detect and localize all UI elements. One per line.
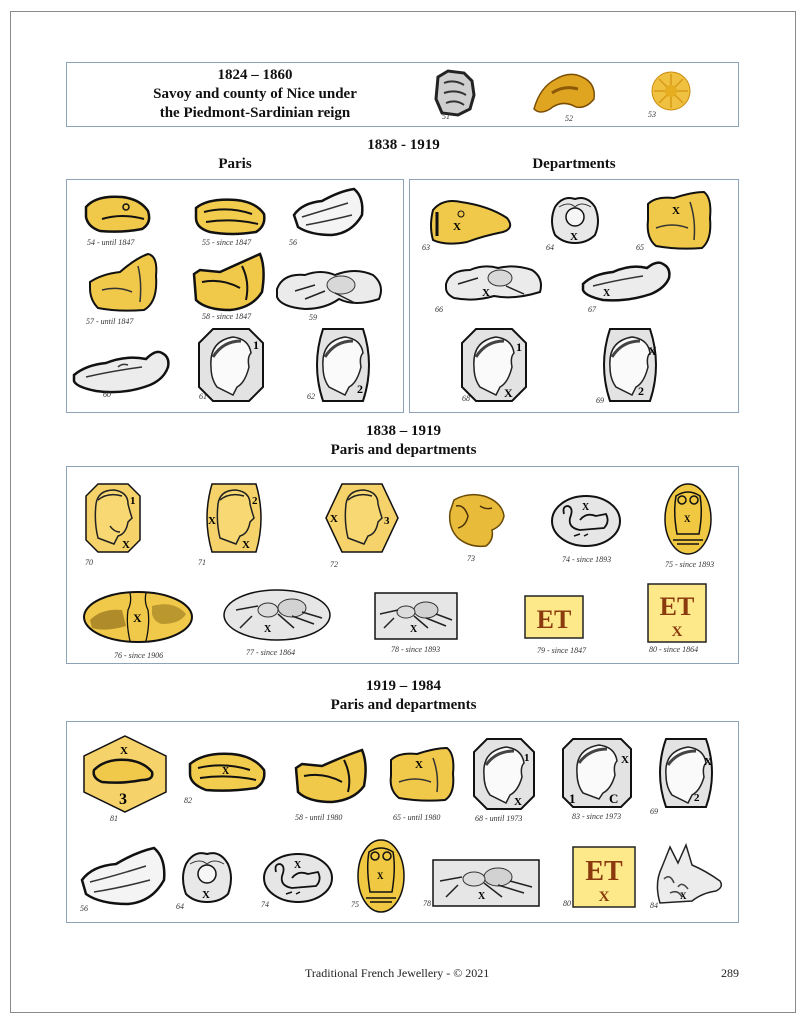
letter-2: 2	[638, 384, 644, 398]
caption-68: 68	[462, 394, 470, 403]
caption-68-until-1973: 68 - until 1973	[475, 814, 523, 823]
letter-1: 1	[524, 752, 530, 764]
caption-51: 51	[442, 112, 450, 121]
caption-69: 69	[596, 396, 604, 405]
hallmark-54-eagle-head	[82, 193, 154, 235]
letter-x: X	[704, 756, 712, 768]
caption-64: 64	[546, 243, 554, 252]
letter-x: X	[222, 766, 230, 777]
caption-58: 58 - since 1847	[202, 312, 252, 321]
hallmark-80-et	[572, 846, 636, 908]
hallmark-79-et	[524, 595, 584, 639]
letter-x: X	[671, 624, 683, 640]
letter-x: X	[598, 889, 610, 905]
letter-x: X	[242, 539, 250, 551]
caption-56-b: 56	[80, 904, 88, 913]
hallmark-78-weevil	[432, 859, 540, 907]
hallmark-64-crab	[549, 193, 601, 245]
hallmark-69-minerva-head	[598, 327, 662, 403]
hallmark-58-boar-head	[292, 748, 368, 804]
letter-et: ET	[536, 605, 572, 634]
letter-x: X	[377, 871, 384, 881]
caption-69-b: 69	[650, 807, 658, 816]
caption-66: 66	[435, 305, 443, 314]
hallmark-68-minerva-head	[460, 327, 528, 403]
letter-x: X	[294, 860, 302, 871]
section-1919-1984-period: 1919 – 1984	[366, 678, 441, 694]
hallmark-57-rhinoceros-head	[88, 252, 160, 314]
hallmark-61-minerva-head	[197, 327, 265, 403]
letter-1: 1	[569, 791, 576, 806]
letter-x: X	[514, 796, 522, 808]
caption-53: 53	[648, 110, 656, 119]
letter-1: 1	[253, 338, 259, 352]
caption-65: 65	[636, 243, 644, 252]
hallmark-69-minerva-head	[654, 737, 718, 809]
letter-1: 1	[130, 495, 136, 507]
letter-x: X	[570, 231, 578, 243]
letter-2: 2	[357, 382, 363, 396]
letter-x: X	[582, 502, 590, 513]
letter-x: X	[672, 205, 680, 217]
hallmark-78-weevil	[374, 592, 458, 640]
hallmark-62-minerva-head	[311, 327, 375, 403]
letter-2: 2	[252, 495, 258, 507]
departments-column-title: Departments	[532, 156, 616, 172]
caption-52: 52	[565, 114, 573, 123]
caption-55: 55 - since 1847	[202, 238, 252, 247]
caption-83-since-1973: 83 - since 1973	[572, 812, 622, 821]
hallmark-64-crab	[180, 848, 234, 904]
hallmark-77-weevil	[222, 588, 332, 642]
hallmark-70-hippocrates-head	[84, 482, 142, 554]
caption-78-b: 78	[423, 899, 431, 908]
hallmark-80-et	[647, 583, 707, 643]
hallmark-74-swan	[262, 852, 334, 904]
caption-63: 63	[422, 243, 430, 252]
caption-80: 80 - since 1864	[649, 645, 699, 654]
hallmark-60-horse-head	[72, 345, 172, 397]
caption-80-b: 80	[563, 899, 571, 908]
caption-84: 84	[650, 901, 658, 910]
hallmark-55-eagle-head	[192, 196, 268, 236]
hallmark-74-swan	[550, 494, 622, 548]
hallmark-56-boar-head	[80, 846, 166, 908]
hallmark-52-eagle	[530, 69, 598, 117]
paris-column-title: Paris	[218, 156, 252, 172]
caption-82: 82	[184, 796, 192, 805]
hallmark-75-owl	[663, 482, 713, 556]
page-number: 289	[721, 966, 739, 980]
letter-x: X	[120, 745, 128, 757]
hallmark-83-minerva-head	[561, 737, 633, 809]
caption-74-b: 74	[261, 900, 269, 909]
letter-c: C	[609, 791, 619, 806]
letter-x: X	[478, 891, 486, 902]
caption-61: 61	[199, 392, 207, 401]
section-1838-1919-period: 1838 - 1919	[367, 137, 440, 153]
hallmark-84-dog-head	[652, 843, 724, 905]
section-1838-1919-b-title: Paris and departments	[330, 442, 477, 458]
letter-x: X	[504, 386, 513, 400]
letter-2: 2	[694, 792, 700, 804]
caption-65-until-1980: 65 - until 1980	[393, 813, 441, 822]
caption-75-b: 75	[351, 900, 359, 909]
hallmark-67-horse-head	[581, 258, 671, 304]
letter-3: 3	[384, 515, 390, 527]
letter-x: X	[482, 287, 490, 299]
hallmark-65-rhinoceros-head	[644, 190, 712, 252]
section-1824-1860-title: 1824 – 1860 Savoy and county of Nice under the Piedmont-Sardinian reign	[153, 67, 357, 121]
letter-x: X	[621, 754, 629, 766]
caption-57: 57 - until 1847	[86, 317, 134, 326]
caption-54: 54 - until 1847	[87, 238, 135, 247]
caption-70: 70	[85, 558, 93, 567]
letter-x: X	[648, 344, 657, 358]
letter-x: X	[684, 514, 691, 524]
caption-78: 78 - since 1893	[391, 645, 441, 654]
hallmark-72-hippocrates-head	[324, 482, 400, 554]
hallmark-58-boar-head	[190, 252, 266, 312]
caption-67: 67	[588, 305, 596, 314]
caption-72: 72	[330, 560, 338, 569]
caption-79: 79 - since 1847	[537, 646, 587, 655]
hallmark-63-horse-head	[427, 196, 515, 248]
hallmark-73-dog-head	[446, 492, 508, 550]
hallmark-82-eagle-head	[186, 750, 268, 794]
letter-x: X	[133, 611, 142, 625]
letter-x: X	[603, 288, 611, 299]
hallmark-68-minerva-head	[472, 737, 536, 811]
caption-75: 75 - since 1893	[665, 560, 715, 569]
caption-56: 56	[289, 238, 297, 247]
hallmark-51-lion-head	[434, 69, 476, 117]
letter-x: X	[453, 221, 461, 233]
letter-3: 3	[119, 791, 127, 808]
letter-x: X	[122, 539, 130, 551]
caption-64-b: 64	[176, 902, 184, 911]
hallmark-56-boar-head	[292, 187, 364, 239]
hallmark-75-owl	[356, 838, 406, 914]
section-1838-1919-b-period: 1838 – 1919	[366, 423, 441, 439]
footer-text: Traditional French Jewellery - © 2021	[305, 966, 490, 980]
caption-77: 77 - since 1864	[246, 648, 296, 657]
hallmark-59-weevil	[275, 263, 385, 313]
caption-81: 81	[110, 814, 118, 823]
letter-x: X	[680, 891, 687, 901]
letter-x: X	[410, 624, 418, 635]
hallmark-53-rosette	[650, 70, 692, 112]
hallmark-76-boar-and-eagle	[82, 590, 194, 644]
hallmark-81-eagle-head	[82, 734, 168, 814]
caption-71: 71	[198, 558, 206, 567]
caption-74: 74 - since 1893	[562, 555, 612, 564]
letter-x: X	[264, 624, 272, 635]
caption-76: 76 - since 1906	[114, 651, 164, 660]
letter-x: X	[208, 515, 216, 527]
caption-59: 59	[309, 313, 317, 322]
letter-et: ET	[659, 592, 695, 621]
letter-x: X	[202, 889, 210, 901]
hallmark-66-weevil	[444, 260, 544, 302]
letter-x: X	[415, 759, 423, 771]
caption-60: 60	[103, 390, 111, 399]
hallmark-71-hippocrates-head	[202, 482, 266, 554]
section-1919-1984-title: Paris and departments	[330, 697, 477, 713]
caption-58-until-1980: 58 - until 1980	[295, 813, 343, 822]
hallmark-65-rhinoceros-head	[387, 746, 455, 804]
letter-et: ET	[585, 856, 623, 887]
letter-x: X	[330, 513, 338, 525]
caption-73: 73	[467, 554, 475, 563]
caption-62: 62	[307, 392, 315, 401]
letter-1: 1	[516, 340, 522, 354]
